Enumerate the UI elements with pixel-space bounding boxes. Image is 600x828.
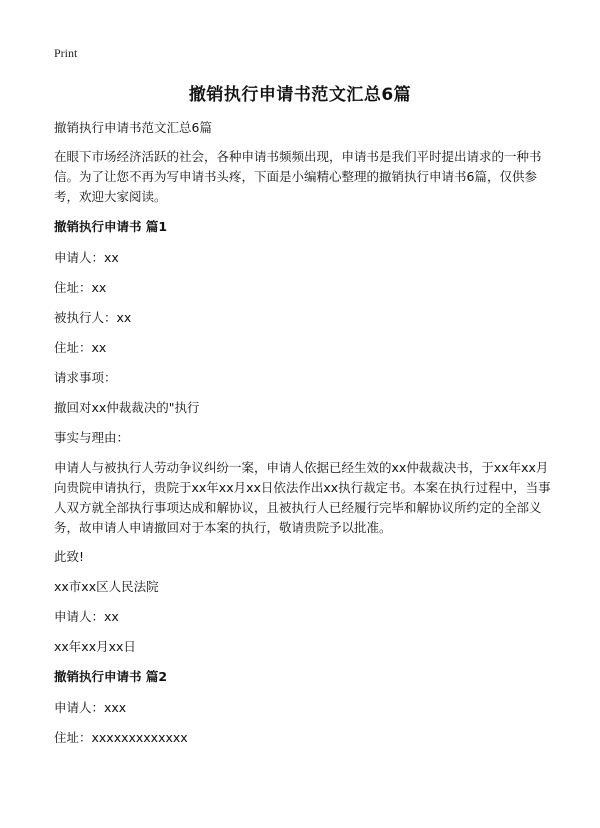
date-line: xx年xx月xx日 [54,639,136,654]
section-heading-1: 撤销执行申请书 篇1 [54,219,168,234]
court-name-line: xx市xx区人民法院 [54,579,159,594]
page-title: 撤销执行申请书范文汇总6篇 [188,85,412,105]
document-body [54,118,554,758]
print-label: Print [54,46,78,60]
signature-applicant-line: 申请人：xx [54,609,119,624]
section-heading-2: 撤销执行申请书 篇2 [54,669,168,684]
applicant-line-2: 申请人：xxx [54,700,127,715]
facts-reasons-label: 事实与理由： [54,430,130,445]
respondent-line: 被执行人：xx [54,310,132,325]
applicant-address-line: 住址：xx [54,280,107,295]
facts-reasons-paragraph: 申请人与被执行人劳动争议纠纷一案，申请人依据已经生效的xx仲裁裁决书，于xx年xx月向贵院申请执行，贵院于xx年xx月xx日依法作出xx执行裁定书。本案在执行过程中，当事人双方就全部执行事项达成和解协议，且被执行人已经履行完毕和解协议所约定的全部义务，故申请人申请撤回对于本案的执行，敬请贵院予以批准。 [54,460,551,535]
request-items-text: 撤回对xx仲裁裁决的"执行 [54,400,200,415]
salutation-line: 此致! [54,549,85,564]
applicant-address-line-2: 住址：xxxxxxxxxxxxx [54,730,188,745]
request-items-label: 请求事项： [54,370,117,385]
document-subtitle: 撤销执行申请书范文汇总6篇 [54,120,212,135]
applicant-line: 申请人：xx [54,250,119,265]
respondent-address-line: 住址：xx [54,340,107,355]
intro-paragraph: 在眼下市场经济活跃的社会，各种申请书频频出现，申请书是我们平时提出请求的一种书信。为了让您不再为写申请书头疼，下面是小编精心整理的撤销执行申请书6篇，仅供参考，欢迎大家阅读。 [54,149,542,204]
